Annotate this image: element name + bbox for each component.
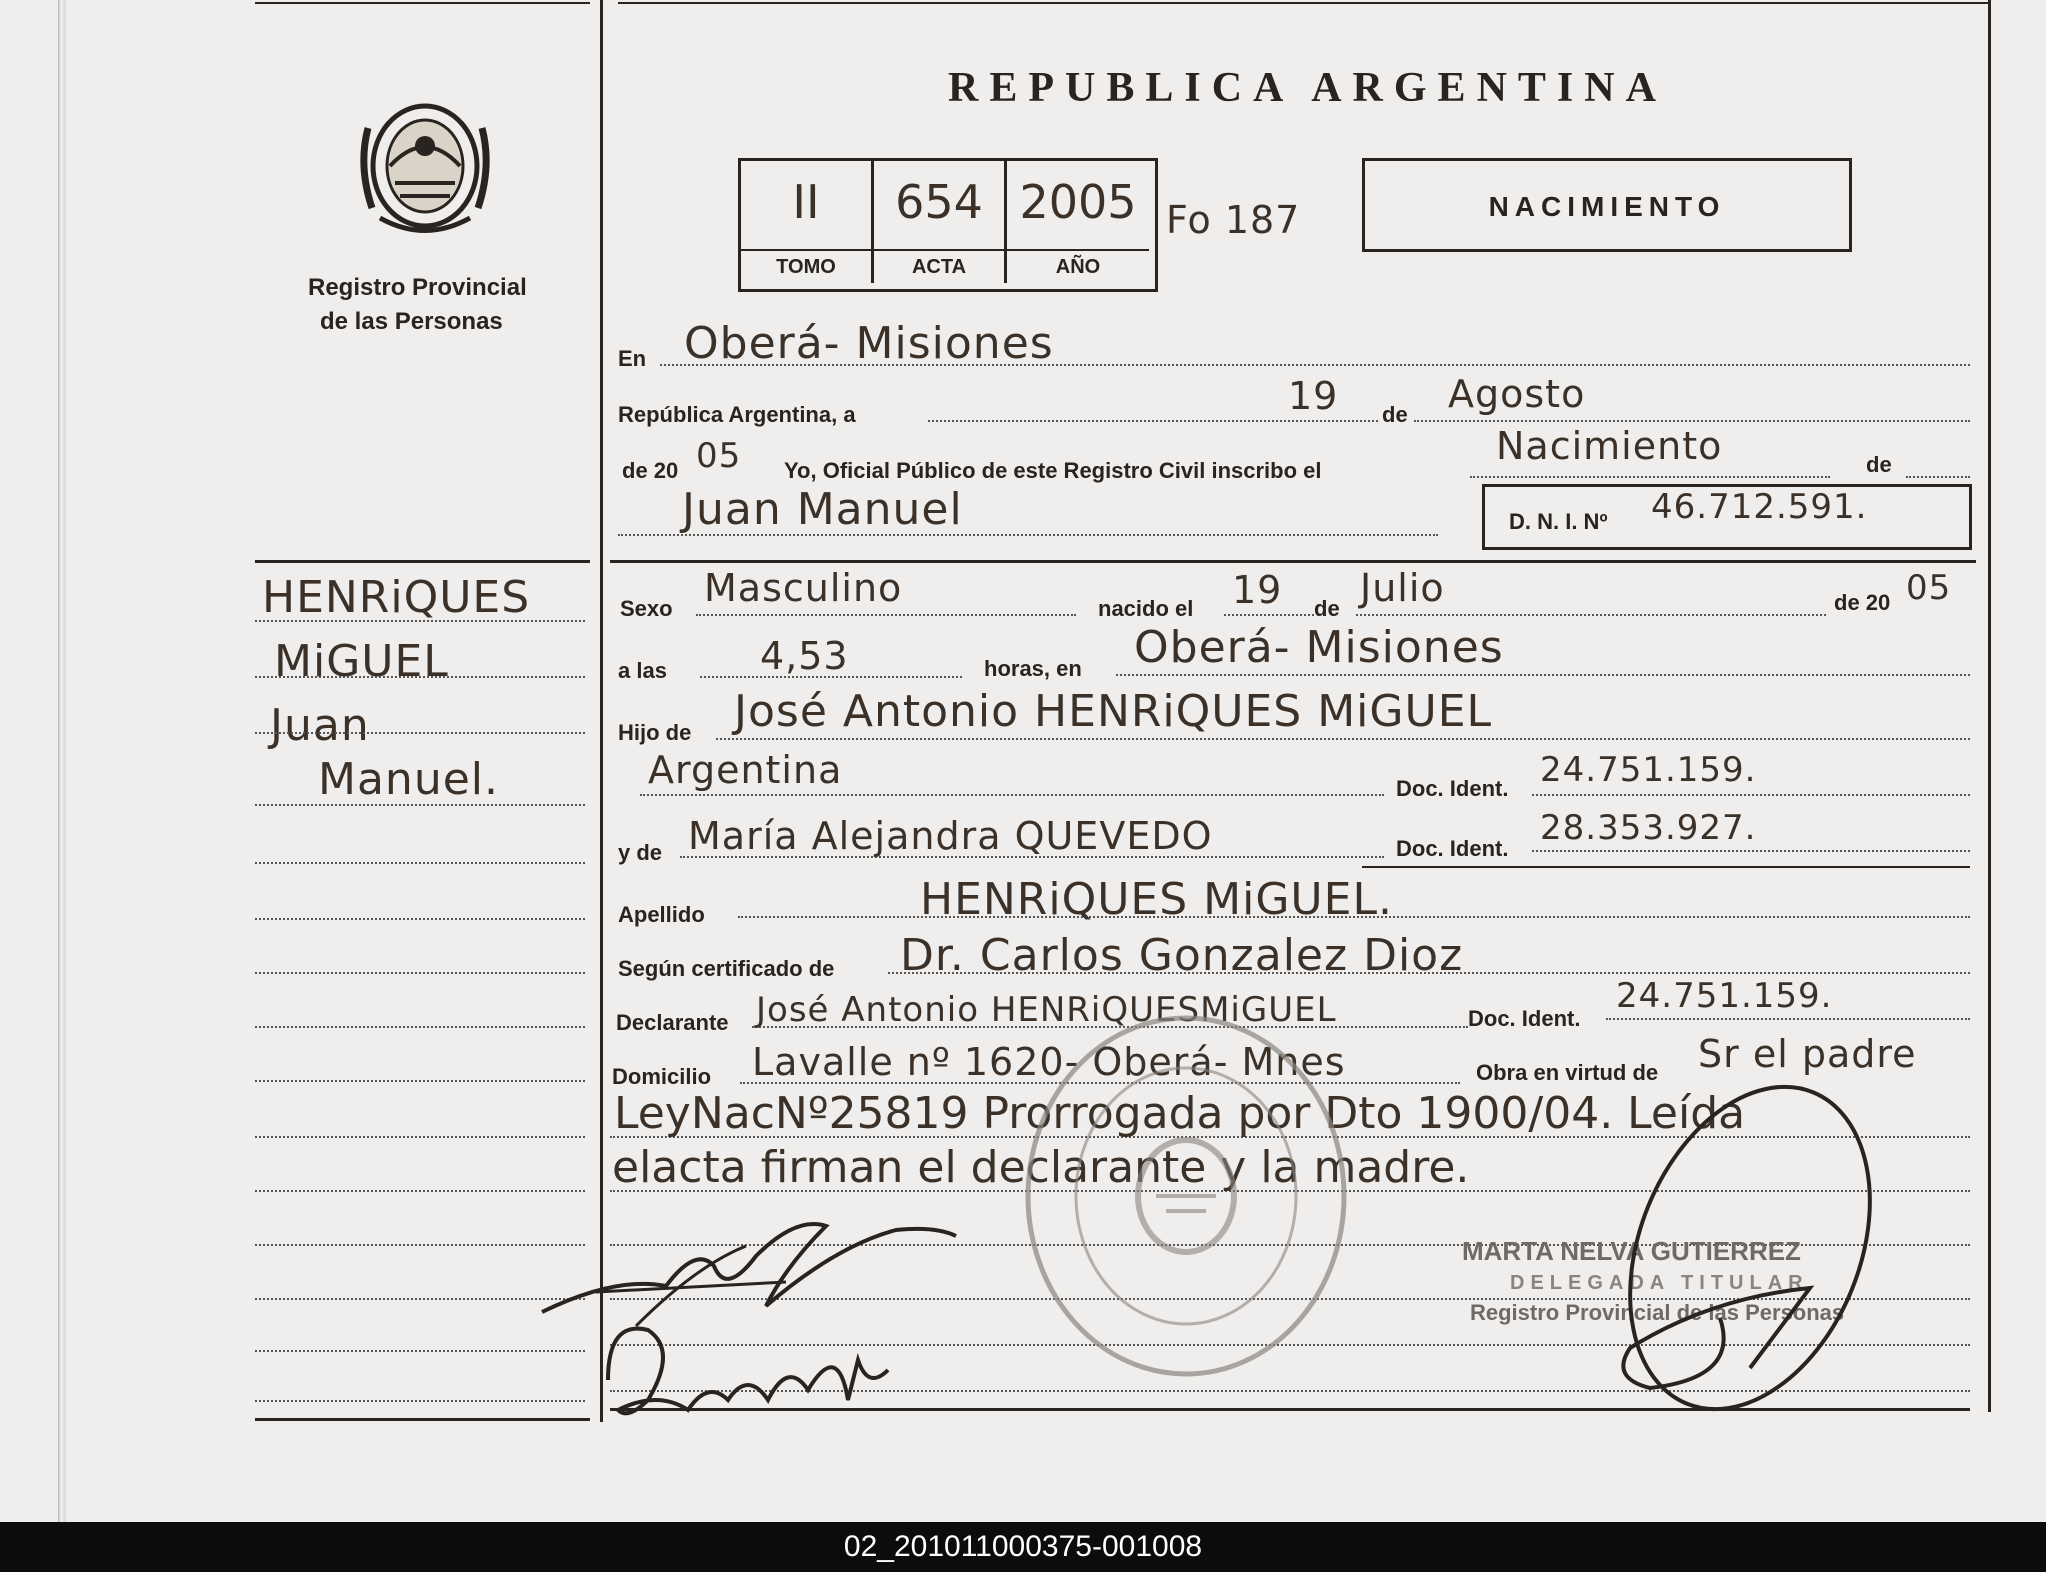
- margin-line: [255, 1350, 585, 1352]
- margin-line: [255, 1136, 585, 1138]
- line-declarant-doc: [1606, 1018, 1970, 1020]
- frame-top-right: [618, 2, 1990, 4]
- label-mother-doc: Doc. Ident.: [1396, 836, 1509, 861]
- label-declarante: Declarante: [616, 1010, 729, 1035]
- folio-number: Fo 187: [1166, 198, 1301, 242]
- value-birth-year: 05: [1906, 568, 1952, 608]
- mother-signature: [598, 1300, 918, 1430]
- margin-line: [255, 620, 585, 622]
- line-day: [928, 420, 1378, 422]
- acta-cell: [874, 161, 1007, 283]
- label-de-20: de 20: [622, 458, 679, 483]
- value-birth-place: Oberá- Misiones: [1134, 622, 1504, 673]
- dni-box: [1482, 484, 1972, 550]
- label-horas: horas, en: [984, 656, 1082, 681]
- value-father-nationality: Argentina: [648, 748, 843, 792]
- label-dni: D. N. I. Nº: [1509, 509, 1608, 534]
- value-declarant: José Antonio HENRiQUESMiGUEL: [756, 990, 1337, 1030]
- label-apellido: Apellido: [618, 902, 705, 927]
- line-act-type: [1470, 476, 1830, 478]
- margin-line: [255, 804, 585, 806]
- value-note-line2: elacta firman el declarante y la madre.: [612, 1142, 1470, 1193]
- value-reg-year: 05: [696, 436, 742, 476]
- label-father-doc: Doc. Ident.: [1396, 776, 1509, 801]
- label-yo: Yo, Oficial Público de este Registro Civil inscribo el: [784, 458, 1322, 483]
- margin-line: [255, 676, 585, 678]
- line-birth-place: [1116, 674, 1970, 676]
- province-seal-icon: [350, 88, 500, 248]
- frame-top-left: [255, 2, 590, 4]
- margin-line: [255, 1400, 585, 1402]
- label-hijo: Hijo de: [618, 720, 692, 745]
- value-birth-month: Julio: [1360, 566, 1445, 610]
- margin-line: [255, 732, 585, 734]
- line-de: [1906, 476, 1970, 478]
- margin-line: [255, 1080, 585, 1082]
- record-number-box: [738, 158, 1158, 292]
- label-segun: Según certificado de: [618, 956, 835, 981]
- label-en: En: [618, 346, 647, 371]
- binding-fold: [58, 0, 66, 1522]
- label-de-person: de: [1866, 452, 1892, 477]
- margin-name-line1: HENRiQUES: [262, 572, 531, 623]
- value-given-names: Juan Manuel: [682, 484, 963, 535]
- line-mother-doc: [1532, 850, 1970, 852]
- line-month: [1414, 420, 1970, 422]
- country-title: REPUBLICA ARGENTINA: [948, 65, 1667, 111]
- label-declarant-doc: Doc. Ident.: [1468, 1006, 1581, 1031]
- value-reg-day: 19: [1288, 374, 1339, 418]
- frame-bottom-left: [255, 1418, 590, 1421]
- office-name-line1: Registro Provincial: [308, 274, 527, 301]
- margin-divider: [255, 560, 590, 563]
- official-round-stamp-icon: [1016, 1006, 1356, 1386]
- value-declarant-doc: 24.751.159.: [1616, 976, 1833, 1016]
- value-obra: Sr el padre: [1698, 1032, 1917, 1076]
- tomo-value: II: [792, 175, 820, 229]
- image-id-footer: 02_201011000375-001008: [0, 1522, 2046, 1572]
- stamp-delegate-role: DELEGADA TITULAR: [1510, 1272, 1809, 1294]
- margin-name-line2: MiGUEL: [274, 636, 449, 687]
- label-a-las: a las: [618, 658, 667, 683]
- value-mother: María Alejandra QUEVEDO: [688, 814, 1213, 858]
- value-birth-day: 19: [1232, 568, 1283, 612]
- value-father-doc: 24.751.159.: [1540, 750, 1757, 790]
- label-de-month: de: [1382, 402, 1408, 427]
- margin-line: [255, 1026, 585, 1028]
- value-note-line1: LeyNacNº25819 Prorrogada por Dto 1900/04. Leída: [614, 1088, 1746, 1139]
- value-reg-month: Agosto: [1448, 372, 1586, 416]
- margin-line: [255, 862, 585, 864]
- label-y-de: y de: [618, 840, 663, 865]
- acta-value: 654: [895, 175, 983, 229]
- line-nationality: [640, 794, 1384, 796]
- mother-divider: [1362, 866, 1970, 868]
- doc-type-label: NACIMIENTO: [1488, 191, 1726, 222]
- anio-label: AÑO: [1007, 249, 1149, 283]
- label-de-20-birth: de 20: [1834, 590, 1891, 615]
- tomo-label: TOMO: [741, 249, 871, 283]
- value-certificate: Dr. Carlos Gonzalez Dioz: [900, 930, 1464, 981]
- value-father: José Antonio HENRiQUES MiGUEL: [734, 686, 1493, 737]
- value-address: Lavalle nº 1620- Oberá- Mnes: [752, 1040, 1346, 1084]
- line-father-doc: [1532, 794, 1970, 796]
- margin-line: [255, 918, 585, 920]
- margin-name-line3: Juan: [270, 700, 370, 751]
- label-domicilio: Domicilio: [612, 1064, 712, 1089]
- label-nacido: nacido el: [1098, 596, 1194, 621]
- label-sexo: Sexo: [620, 596, 673, 621]
- office-name-line2: de las Personas: [320, 308, 503, 335]
- label-republica: República Argentina, a: [618, 402, 856, 427]
- doc-type-box: [1362, 158, 1852, 252]
- value-place: Oberá- Misiones: [684, 318, 1054, 369]
- value-sex: Masculino: [704, 566, 903, 610]
- line-father: [716, 738, 1970, 740]
- officer-signature: [1590, 1068, 1900, 1438]
- tomo-cell: [741, 161, 874, 283]
- anio-value: 2005: [1019, 175, 1137, 229]
- anio-cell: [1007, 161, 1149, 283]
- value-mother-doc: 28.353.927.: [1540, 808, 1757, 848]
- acta-label: ACTA: [874, 249, 1004, 283]
- frame-right: [1988, 0, 1991, 1412]
- label-obra: Obra en virtud de: [1476, 1060, 1659, 1085]
- label-de-birth-month: de: [1314, 596, 1340, 621]
- margin-line: [255, 972, 585, 974]
- line-birth-day: [1224, 614, 1314, 616]
- line-sex: [696, 614, 1076, 616]
- value-surname: HENRiQUES MiGUEL.: [920, 874, 1393, 925]
- line-birth-month: [1356, 614, 1826, 616]
- margin-name-line4: Manuel.: [318, 754, 499, 805]
- section-divider: [610, 560, 1976, 563]
- stamp-delegate-office: Registro Provincial de las Personas: [1470, 1300, 1845, 1325]
- value-birth-time: 4,53: [760, 634, 849, 678]
- value-act-type: Nacimiento: [1496, 424, 1723, 468]
- value-dni: 46.712.591.: [1651, 487, 1868, 527]
- stamp-delegate-name: MARTA NELVA GUTIERREZ: [1462, 1236, 1801, 1266]
